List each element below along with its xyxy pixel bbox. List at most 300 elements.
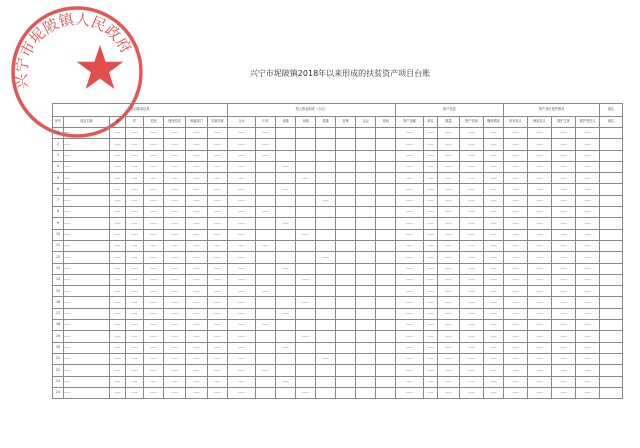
table-cell: —— <box>164 263 186 274</box>
column-header: 数量 <box>438 117 460 128</box>
table-cell: —— <box>576 173 600 184</box>
table-cell: —— <box>528 297 552 308</box>
table-cell: —— <box>144 274 164 285</box>
table-cell: —— <box>552 173 576 184</box>
table-cell: —— <box>186 218 208 229</box>
table-cell: —— <box>576 274 600 285</box>
table-cell: —— <box>484 320 504 331</box>
table-cell <box>600 308 623 319</box>
table-cell: —— <box>208 184 228 195</box>
table-cell: —— <box>186 308 208 319</box>
table-cell: —— <box>484 173 504 184</box>
table-cell: —— <box>208 263 228 274</box>
table-cell <box>276 240 296 251</box>
table-cell <box>336 387 356 398</box>
table-cell: —— <box>396 331 424 342</box>
table-cell: —— <box>528 150 552 161</box>
table-cell: —— <box>208 229 228 240</box>
table-cell: —— <box>110 184 126 195</box>
table-cell: —— <box>228 252 256 263</box>
table-cell <box>600 173 623 184</box>
table-cell <box>336 139 356 150</box>
table-cell: —— <box>186 161 208 172</box>
table-cell: —— <box>576 286 600 297</box>
table-cell: —— <box>528 218 552 229</box>
table-cell <box>276 128 296 139</box>
table-cell: —— <box>484 195 504 206</box>
table-cell <box>376 286 396 297</box>
table-cell <box>316 331 336 342</box>
table-cell: —— <box>460 195 484 206</box>
table-cell: —— <box>424 252 438 263</box>
table-cell: —— <box>228 365 256 376</box>
table-cell: —— <box>144 207 164 218</box>
table-cell: —— <box>528 252 552 263</box>
table-cell <box>356 252 376 263</box>
table-cell: —— <box>144 263 164 274</box>
table-cell: —— <box>186 173 208 184</box>
table-cell: —— <box>126 376 144 387</box>
table-cell: —— <box>552 150 576 161</box>
table-cell: —— <box>438 161 460 172</box>
table-cell: —— <box>110 229 126 240</box>
table-cell: —— <box>424 353 438 364</box>
table-cell: —— <box>460 331 484 342</box>
table-row <box>53 308 623 319</box>
table-row <box>53 207 623 218</box>
table-cell: —— <box>64 150 110 161</box>
table-cell: —— <box>126 274 144 285</box>
table-cell: —— <box>164 376 186 387</box>
table-cell: —— <box>276 376 296 387</box>
table-cell: —— <box>186 342 208 353</box>
table-cell <box>356 218 376 229</box>
column-header: 确权情况 <box>484 117 504 128</box>
table-cell: —— <box>576 297 600 308</box>
table-cell <box>600 342 623 353</box>
table-cell <box>336 263 356 274</box>
table-cell <box>600 376 623 387</box>
table-cell: —— <box>228 387 256 398</box>
table-cell: —— <box>396 173 424 184</box>
table-cell: —— <box>64 297 110 308</box>
table-cell <box>256 263 276 274</box>
table-cell <box>376 297 396 308</box>
table-row <box>53 161 623 172</box>
table-row <box>53 286 623 297</box>
table-cell: —— <box>552 195 576 206</box>
table-cell: —— <box>424 297 438 308</box>
table-cell: —— <box>528 286 552 297</box>
table-cell: —— <box>438 207 460 218</box>
table-cell: —— <box>64 161 110 172</box>
table-cell: 5 <box>53 173 64 184</box>
table-cell: —— <box>64 207 110 218</box>
table-cell: —— <box>186 139 208 150</box>
table-cell: —— <box>396 252 424 263</box>
table-cell: —— <box>144 229 164 240</box>
table-cell: —— <box>576 150 600 161</box>
table-cell: —— <box>396 150 424 161</box>
table-cell: —— <box>144 173 164 184</box>
table-cell: —— <box>576 320 600 331</box>
table-cell: —— <box>186 240 208 251</box>
table-cell: —— <box>528 128 552 139</box>
table-cell: —— <box>504 274 528 285</box>
column-header-row <box>53 117 623 128</box>
table-cell: 19 <box>53 331 64 342</box>
table-cell: —— <box>186 263 208 274</box>
table-cell: —— <box>256 128 276 139</box>
table-row <box>53 184 623 195</box>
table-cell: —— <box>552 286 576 297</box>
column-header: 管护主体 <box>552 117 576 128</box>
table-cell: —— <box>484 128 504 139</box>
table-cell: —— <box>438 342 460 353</box>
column-header: 合计 <box>228 117 256 128</box>
table-cell: —— <box>144 218 164 229</box>
table-row <box>53 240 623 251</box>
table-cell: —— <box>424 229 438 240</box>
table-cell: —— <box>144 387 164 398</box>
table-cell <box>376 173 396 184</box>
table-cell: —— <box>576 240 600 251</box>
table-cell: —— <box>186 387 208 398</box>
table-cell: —— <box>126 252 144 263</box>
table-cell <box>356 150 376 161</box>
table-cell: —— <box>424 342 438 353</box>
table-cell: —— <box>438 252 460 263</box>
table-cell: —— <box>64 229 110 240</box>
table-cell: —— <box>228 297 256 308</box>
table-cell: —— <box>528 161 552 172</box>
table-cell <box>316 150 336 161</box>
table-cell: —— <box>460 150 484 161</box>
column-header: 使用权人 <box>528 117 552 128</box>
column-header: 资产金额 <box>396 117 424 128</box>
table-cell: —— <box>64 263 110 274</box>
table-cell: —— <box>528 240 552 251</box>
table-cell: —— <box>424 320 438 331</box>
column-header: 县级 <box>316 117 336 128</box>
table-cell: —— <box>438 173 460 184</box>
table-cell: —— <box>438 274 460 285</box>
table-cell: —— <box>144 161 164 172</box>
table-cell: —— <box>186 274 208 285</box>
table-cell: —— <box>396 376 424 387</box>
table-cell: —— <box>438 218 460 229</box>
table-cell <box>336 128 356 139</box>
table-cell: —— <box>208 173 228 184</box>
table-cell: 20 <box>53 342 64 353</box>
table-cell: —— <box>228 150 256 161</box>
table-cell: —— <box>438 297 460 308</box>
table-cell: —— <box>484 207 504 218</box>
table-cell <box>600 161 623 172</box>
table-cell <box>276 139 296 150</box>
table-cell <box>376 229 396 240</box>
table-cell: —— <box>460 161 484 172</box>
table-cell: —— <box>396 229 424 240</box>
table-cell <box>256 184 276 195</box>
table-cell: —— <box>64 195 110 206</box>
table-cell: —— <box>276 184 296 195</box>
table-cell: 13 <box>53 263 64 274</box>
table-cell: —— <box>186 365 208 376</box>
table-row <box>53 376 623 387</box>
table-cell: —— <box>208 342 228 353</box>
table-cell: —— <box>64 128 110 139</box>
table-cell <box>600 365 623 376</box>
table-cell: —— <box>164 342 186 353</box>
table-cell: —— <box>144 139 164 150</box>
table-cell: —— <box>208 353 228 364</box>
group-header: 备注 <box>600 104 623 117</box>
table-cell: —— <box>576 195 600 206</box>
table-cell: —— <box>276 263 296 274</box>
table-cell: —— <box>460 365 484 376</box>
table-cell: —— <box>460 173 484 184</box>
table-cell <box>316 184 336 195</box>
table-cell: —— <box>504 353 528 364</box>
table-cell: —— <box>504 150 528 161</box>
table-cell <box>296 218 316 229</box>
table-cell: —— <box>552 229 576 240</box>
table-cell: —— <box>460 286 484 297</box>
table-cell: —— <box>504 173 528 184</box>
table-cell: —— <box>396 342 424 353</box>
table-cell <box>296 207 316 218</box>
table-cell: 23 <box>53 376 64 387</box>
table-cell <box>296 365 316 376</box>
table-cell <box>276 286 296 297</box>
table-cell <box>376 195 396 206</box>
table-cell <box>356 274 376 285</box>
column-header: 省级 <box>276 117 296 128</box>
table-cell: —— <box>438 150 460 161</box>
table-cell: —— <box>296 229 316 240</box>
table-cell: —— <box>208 274 228 285</box>
table-cell <box>316 173 336 184</box>
table-cell: —— <box>424 161 438 172</box>
table-cell: —— <box>424 274 438 285</box>
table-cell: —— <box>208 320 228 331</box>
table-cell: —— <box>424 376 438 387</box>
table-cell: —— <box>228 263 256 274</box>
table-cell <box>316 387 336 398</box>
table-cell <box>316 286 336 297</box>
table-cell: —— <box>186 297 208 308</box>
table-cell <box>256 308 276 319</box>
table-cell <box>376 128 396 139</box>
table-cell: —— <box>484 150 504 161</box>
table-cell: —— <box>460 252 484 263</box>
table-cell <box>316 128 336 139</box>
table-cell <box>336 297 356 308</box>
table-cell: —— <box>576 184 600 195</box>
table-cell: —— <box>276 342 296 353</box>
group-header: 项目基本信息 <box>53 104 228 117</box>
table-cell <box>296 252 316 263</box>
table-cell: —— <box>460 139 484 150</box>
table-cell: —— <box>528 229 552 240</box>
table-cell: —— <box>438 263 460 274</box>
table-cell: —— <box>186 286 208 297</box>
table-cell: —— <box>144 150 164 161</box>
table-cell: —— <box>460 240 484 251</box>
table-cell: —— <box>228 320 256 331</box>
table-cell: —— <box>64 274 110 285</box>
table-cell <box>276 297 296 308</box>
table-cell: —— <box>164 150 186 161</box>
table-row <box>53 331 623 342</box>
table-cell: —— <box>208 139 228 150</box>
table-cell <box>336 184 356 195</box>
table-cell <box>316 240 336 251</box>
table-cell <box>376 376 396 387</box>
table-cell <box>316 139 336 150</box>
table-cell: —— <box>576 161 600 172</box>
table-cell: —— <box>460 387 484 398</box>
table-cell <box>256 195 276 206</box>
table-cell: —— <box>208 195 228 206</box>
table-cell: —— <box>460 218 484 229</box>
table-cell <box>296 286 316 297</box>
column-header: 资产类别 <box>460 117 484 128</box>
table-cell: —— <box>164 139 186 150</box>
table-cell <box>276 195 296 206</box>
table-cell: —— <box>164 229 186 240</box>
table-cell: —— <box>110 218 126 229</box>
table-cell <box>356 331 376 342</box>
group-header: 资产登记管护情况 <box>504 104 600 117</box>
table-cell: —— <box>460 263 484 274</box>
column-header: 市级 <box>296 117 316 128</box>
table-cell <box>276 387 296 398</box>
table-cell <box>336 252 356 263</box>
column-header: 管护责任人 <box>576 117 600 128</box>
table-cell: —— <box>424 195 438 206</box>
table-cell <box>256 297 276 308</box>
table-cell: —— <box>552 342 576 353</box>
table-cell: —— <box>552 184 576 195</box>
table-cell: —— <box>396 139 424 150</box>
table-cell <box>356 128 376 139</box>
table-cell: —— <box>576 263 600 274</box>
table-cell: —— <box>528 184 552 195</box>
table-cell <box>276 274 296 285</box>
table-cell: —— <box>296 331 316 342</box>
table-row <box>53 173 623 184</box>
table-cell: —— <box>256 286 276 297</box>
table-cell: —— <box>316 195 336 206</box>
table-cell <box>356 161 376 172</box>
table-cell: —— <box>64 353 110 364</box>
table-row <box>53 274 623 285</box>
table-cell <box>356 184 376 195</box>
table-cell: —— <box>126 353 144 364</box>
table-cell: —— <box>438 331 460 342</box>
table-cell <box>356 342 376 353</box>
table-cell: —— <box>64 342 110 353</box>
table-cell: —— <box>64 252 110 263</box>
table-cell: —— <box>186 207 208 218</box>
table-cell <box>256 331 276 342</box>
table-cell: —— <box>110 274 126 285</box>
table-cell: 21 <box>53 353 64 364</box>
table-cell <box>600 150 623 161</box>
table-row <box>53 387 623 398</box>
table-cell: —— <box>126 207 144 218</box>
table-cell: —— <box>484 308 504 319</box>
table-cell: —— <box>110 342 126 353</box>
table-cell: —— <box>164 240 186 251</box>
table-cell <box>296 128 316 139</box>
table-cell: —— <box>186 320 208 331</box>
table-cell: —— <box>228 308 256 319</box>
table-cell: 18 <box>53 320 64 331</box>
column-header: 序号 <box>53 117 64 128</box>
table-cell <box>376 218 396 229</box>
table-cell: —— <box>424 240 438 251</box>
table-cell: —— <box>64 286 110 297</box>
table-cell: —— <box>460 274 484 285</box>
table-cell <box>296 195 316 206</box>
table-cell: —— <box>276 161 296 172</box>
table-cell <box>376 331 396 342</box>
table-cell <box>376 365 396 376</box>
column-header: 社会 <box>356 117 376 128</box>
table-cell <box>316 376 336 387</box>
column-header: 中央 <box>256 117 276 128</box>
table-cell <box>276 353 296 364</box>
table-cell <box>256 161 276 172</box>
table-cell <box>376 184 396 195</box>
table-cell <box>356 353 376 364</box>
table-cell: —— <box>164 286 186 297</box>
table-cell: —— <box>110 286 126 297</box>
table-cell <box>256 218 276 229</box>
table-cell: —— <box>396 297 424 308</box>
table-cell <box>600 195 623 206</box>
table-cell: —— <box>208 376 228 387</box>
table-cell <box>356 320 376 331</box>
table-cell <box>256 229 276 240</box>
table-cell: —— <box>484 184 504 195</box>
table-cell: —— <box>438 184 460 195</box>
table-cell: —— <box>576 229 600 240</box>
table-cell: —— <box>110 263 126 274</box>
table-cell: —— <box>126 218 144 229</box>
table-cell <box>336 308 356 319</box>
table-cell: —— <box>424 207 438 218</box>
table-cell: —— <box>228 195 256 206</box>
table-cell: —— <box>164 195 186 206</box>
table-cell: —— <box>460 376 484 387</box>
column-header: 项目名称 <box>64 117 110 128</box>
table-cell: —— <box>228 376 256 387</box>
table-cell: —— <box>438 240 460 251</box>
table-cell <box>276 229 296 240</box>
table-cell: —— <box>438 365 460 376</box>
table-cell: —— <box>110 240 126 251</box>
table-cell: —— <box>276 218 296 229</box>
table-cell: —— <box>552 161 576 172</box>
table-cell: 14 <box>53 274 64 285</box>
table-cell: —— <box>438 353 460 364</box>
table-row <box>53 218 623 229</box>
table-cell: —— <box>164 173 186 184</box>
